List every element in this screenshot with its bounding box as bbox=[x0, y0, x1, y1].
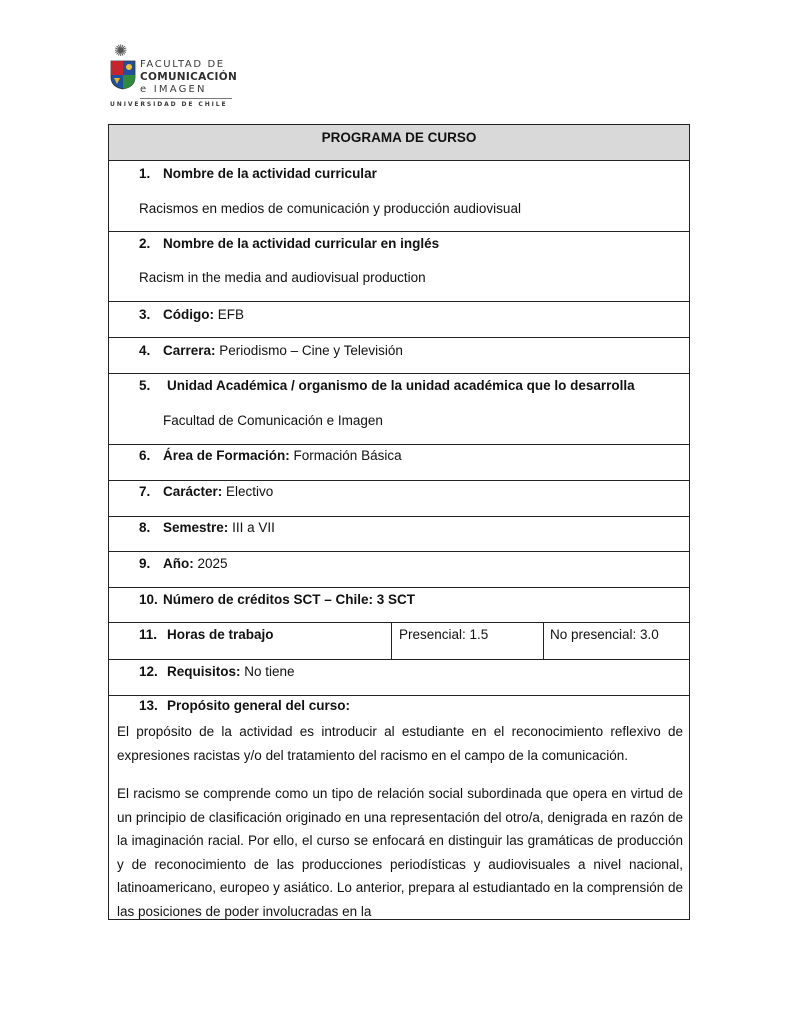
logo-line-3: e IMAGEN bbox=[140, 84, 207, 95]
section-number: 2. bbox=[139, 236, 151, 251]
section-course-name-english bbox=[109, 232, 689, 302]
section-number: 8. bbox=[139, 520, 151, 535]
section-label: Año: bbox=[163, 556, 194, 571]
section-work-hours bbox=[109, 623, 689, 660]
section-credits bbox=[109, 588, 689, 623]
table-header-row bbox=[109, 125, 689, 161]
cell-divider bbox=[391, 623, 392, 659]
purpose-paragraph-1: El propósito de la actividad es introducir al estudiante en el reconocimiento reflexivo de expresiones racistas y/o del tratamiento del racismo en el campo de la comunicación. bbox=[117, 724, 683, 763]
section-character bbox=[109, 481, 689, 517]
section-number: 12. bbox=[139, 664, 158, 679]
section-number: 3. bbox=[139, 307, 151, 322]
character-value: Electivo bbox=[226, 484, 274, 499]
sun-emblem-icon: ✺ bbox=[114, 43, 128, 60]
code-value: EFB bbox=[217, 307, 245, 322]
logo-line-2: COMUNICACIÓN bbox=[140, 71, 238, 83]
table-title: PROGRAMA DE CURSO bbox=[321, 130, 477, 145]
section-label: Carrera: bbox=[163, 343, 216, 358]
year-value: 2025 bbox=[197, 556, 228, 571]
section-number: 5. bbox=[139, 378, 151, 393]
section-label: Nombre de la actividad curricular bbox=[163, 166, 377, 181]
section-course-name bbox=[109, 161, 689, 232]
section-year bbox=[109, 552, 689, 588]
section-number: 11. bbox=[139, 627, 158, 642]
in-person-hours: Presencial: 1.5 bbox=[399, 627, 489, 642]
section-label: Horas de trabajo bbox=[167, 627, 274, 642]
semester-value: III a VII bbox=[232, 520, 275, 535]
section-label: Código: bbox=[163, 307, 214, 322]
section-label: Área de Formación: bbox=[163, 448, 290, 463]
section-label: Requisitos: bbox=[167, 664, 241, 679]
section-label: Propósito general del curso: bbox=[167, 698, 351, 713]
logo-line-1: FACULTAD DE bbox=[140, 59, 225, 70]
section-semester bbox=[109, 517, 689, 552]
section-number: 1. bbox=[139, 166, 151, 181]
section-purpose bbox=[109, 696, 689, 919]
section-training-area bbox=[109, 445, 689, 481]
section-number: 10. bbox=[139, 592, 158, 607]
purpose-text-area bbox=[109, 714, 689, 919]
logo-university: UNIVERSIDAD DE CHILE bbox=[110, 101, 228, 108]
section-career bbox=[109, 338, 689, 374]
course-name-value: Racismos en medios de comunicación y producción audiovisual bbox=[139, 201, 521, 216]
university-crest-icon bbox=[110, 60, 136, 90]
section-number: 4. bbox=[139, 343, 151, 358]
credits-value: Número de créditos SCT – Chile: 3 SCT bbox=[163, 592, 416, 607]
logo-divider bbox=[140, 98, 232, 99]
section-label: Unidad Académica / organismo de la unidad académica que lo desarrolla bbox=[167, 378, 635, 393]
purpose-paragraph-2: El racismo se comprende como un tipo de relación social subordinada que opera en virtud de un principio de clasificación originado en una representación del otro/a, denigrada en razón de la imaginación racial. Por ello, el curso se enfocará en distinguir las gramáticas de producción y de reconocimiento de las producciones periodísticas y audiovisuales a nivel nacional, latinoamericano, europeo y asiático. Lo anterior, prepara al estudiantado en la comprensión de las posiciones de poder involucradas en la bbox=[117, 786, 683, 919]
section-label: Semestre: bbox=[163, 520, 229, 535]
section-label: Nombre de la actividad curricular en inglés bbox=[163, 236, 440, 251]
section-number: 7. bbox=[139, 484, 151, 499]
requirements-value: No tiene bbox=[244, 664, 295, 679]
course-name-english-value: Racism in the media and audiovisual production bbox=[139, 270, 426, 285]
section-number: 6. bbox=[139, 448, 151, 463]
remote-hours: No presencial: 3.0 bbox=[550, 627, 659, 642]
career-value: Periodismo – Cine y Televisión bbox=[219, 343, 403, 358]
training-area-value: Formación Básica bbox=[293, 448, 402, 463]
section-number: 9. bbox=[139, 556, 151, 571]
section-number: 13. bbox=[139, 698, 158, 713]
section-academic-unit bbox=[109, 374, 689, 445]
faculty-logo bbox=[108, 44, 238, 110]
cell-divider bbox=[543, 623, 544, 659]
section-label: Carácter: bbox=[163, 484, 223, 499]
course-program-table bbox=[108, 124, 690, 920]
section-code bbox=[109, 302, 689, 338]
section-requirements bbox=[109, 660, 689, 696]
academic-unit-value: Facultad de Comunicación e Imagen bbox=[163, 413, 383, 428]
